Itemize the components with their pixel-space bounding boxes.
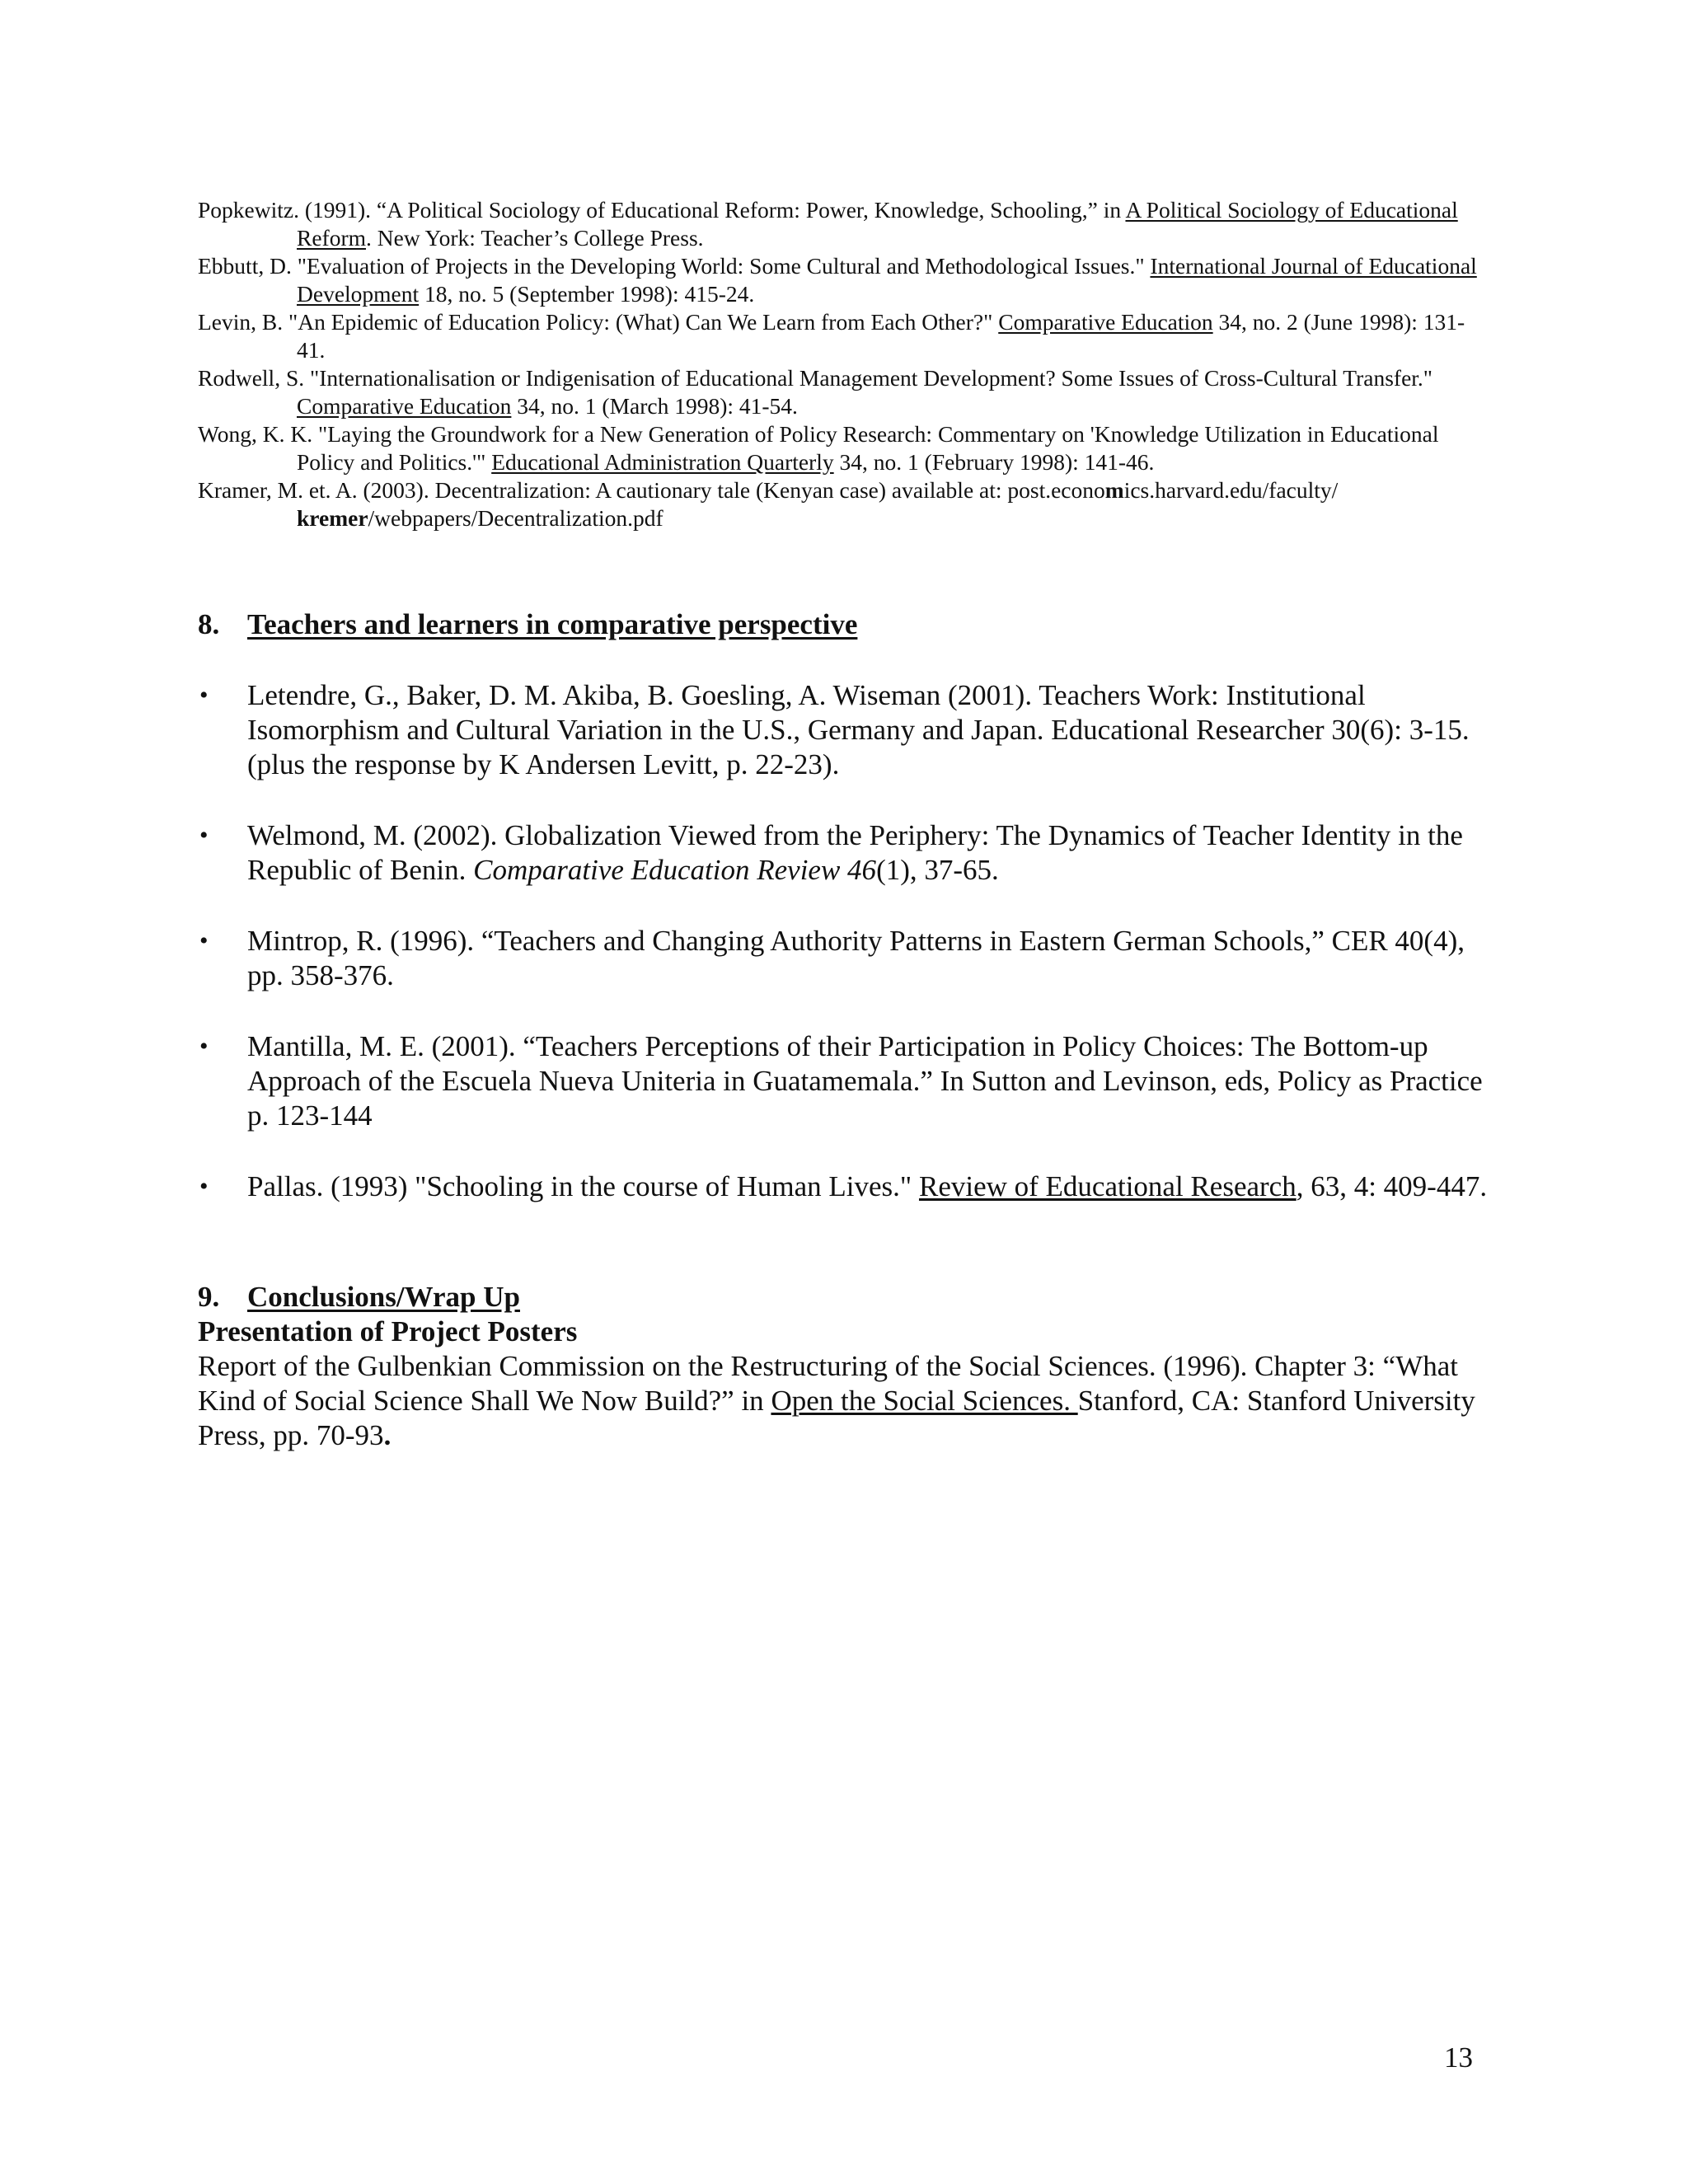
reference-text: 34, no. 2 (June 1998): 131-41.	[297, 309, 1465, 363]
reference-text: Levin, B. "An Epidemic of Education Policy: (What) Can We Learn from Each Other?"	[198, 309, 999, 335]
list-item-text: Mantilla, M. E. (2001). “Teachers Perceptions of their Participation in Policy Choices: The Bottom-up Approach of the Escuela Nueva Uniteria in Guatamemala.” In Sutton and Levinson, eds, Policy as Practice p. 123-144	[247, 1030, 1483, 1132]
list-item-text: Letendre, G., Baker, D. M. Akiba, B. Goesling, A. Wiseman (2001). Teachers Work: Institutional Isomorphism and Cultural Variation in the U.S., Germany and Japan. Educational Researcher 30(6): 3-15. (plus the response by K Andersen Levitt, p. 22-23).	[247, 679, 1470, 780]
reference-text: Kramer, M. et. A. (2003). Decentralization: A cautionary tale (Kenyan case) available at: post.econo	[198, 477, 1105, 503]
reference-title-underlined: International Journal of Educational Development	[297, 253, 1477, 307]
reference-url-part: /webpapers/Decentralization.pdf	[368, 505, 663, 531]
reference-levin	[198, 308, 1484, 364]
list-item	[198, 678, 1500, 782]
bullet-icon: •	[199, 1173, 209, 1200]
section-number: 9.	[198, 1281, 220, 1313]
body-text: Stanford, CA: Stanford University Press, pp. 70-93	[198, 1385, 1475, 1451]
reference-text: 34, no. 1 (March 1998): 41-54.	[511, 393, 798, 419]
reference-text: Ebbutt, D. "Evaluation of Projects in the Developing World: Some Cultural and Methodological Issues."	[198, 253, 1151, 279]
list-item-text: , 63, 4: 409-447.	[1296, 1170, 1488, 1202]
bullet-icon: •	[199, 682, 209, 709]
bullet-icon: •	[199, 927, 209, 954]
reference-kramer	[198, 476, 1484, 532]
list-item-text: Welmond, M. (2002). Globalization Viewed from the Periphery: The Dynamics of Teacher Identity in the Republic of Benin.	[247, 819, 1463, 886]
reference-text: 34, no. 1 (February 1998): 141-46.	[833, 449, 1155, 475]
reference-bold-fragment: m	[1104, 477, 1124, 503]
section-number: 8.	[198, 608, 220, 640]
reference-title-underlined: A Political Sociology of Educational Reform	[297, 197, 1458, 251]
section-title: Conclusions/Wrap Up	[247, 1281, 520, 1313]
reference-title-underlined: Comparative Education	[998, 309, 1213, 335]
list-item	[198, 1029, 1500, 1133]
reference-title-underlined: Comparative Education	[297, 393, 512, 419]
page-number: 13	[1444, 2041, 1473, 2074]
reference-title-underlined: Educational Administration Quarterly	[491, 449, 834, 475]
reference-text: Wong, K. K. "Laying the Groundwork for a New Generation of Policy Research: Commentary on 'Knowledge Utilization in Educational Policy and Politics.'"	[198, 421, 1439, 475]
list-item	[198, 924, 1500, 993]
section-8-heading	[198, 607, 857, 642]
list-item-text: Mintrop, R. (1996). “Teachers and Changing Authority Patterns in Eastern German Schools,” CER 40(4), pp. 358-376.	[247, 925, 1465, 991]
list-item-text: Pallas. (1993) "Schooling in the course of Human Lives."	[247, 1170, 919, 1202]
section-9-heading	[198, 1280, 520, 1315]
section-9-content	[198, 1315, 1500, 1453]
bullet-icon: •	[199, 1033, 209, 1060]
list-item-text: (1), 37-65.	[876, 854, 999, 886]
reference-bold-fragment: kremer	[297, 505, 368, 531]
bullet-list	[198, 678, 1500, 1240]
section-subtitle: Presentation of Project Posters	[198, 1315, 578, 1347]
reference-text: 18, no. 5 (September 1998): 415-24.	[419, 281, 755, 307]
journal-title-italic: Comparative Education Review 46	[473, 854, 877, 886]
journal-title-underlined: Review of Educational Research	[918, 1170, 1296, 1202]
book-title-underlined: Open the Social Sciences.	[771, 1385, 1078, 1417]
reference-url-part: ics.harvard.edu/faculty/	[1123, 477, 1339, 503]
bullet-icon: •	[199, 822, 209, 849]
reference-list	[198, 196, 1484, 532]
reference-text: Popkewitz. (1991). “A Political Sociology of Educational Reform: Power, Knowledge, Schooling,” in	[198, 197, 1126, 223]
reference-popkewitz	[198, 196, 1484, 252]
reference-rodwell	[198, 364, 1484, 420]
section-9-body	[198, 1349, 1500, 1453]
section-title: Teachers and learners in comparative perspective	[247, 608, 858, 640]
reference-text: . New York: Teacher’s College Press.	[366, 225, 704, 251]
list-item	[198, 818, 1500, 888]
body-text-end: .	[383, 1419, 392, 1451]
body-text: Report of the Gulbenkian Commission on the Restructuring of the Social Sciences. (1996). Chapter 3: “What Kind of Social Science Shall We Now Build?” in	[198, 1350, 1458, 1417]
reference-ebbutt	[198, 252, 1484, 308]
reference-text: Rodwell, S. "Internationalisation or Indigenisation of Educational Management Development? Some Issues of Cross-Cultural Transfer."	[198, 365, 1433, 391]
reference-wong	[198, 420, 1484, 476]
list-item	[198, 1169, 1500, 1204]
